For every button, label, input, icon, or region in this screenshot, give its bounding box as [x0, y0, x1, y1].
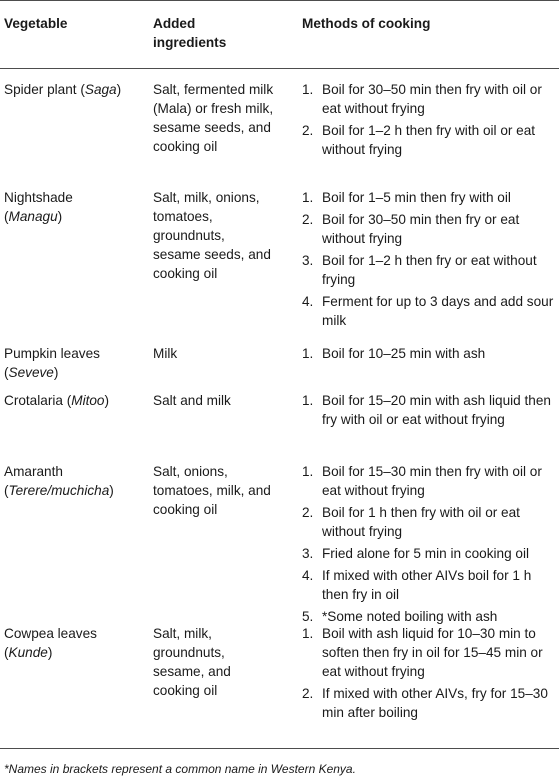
row-nightshade-vegetable: Nightshade (Managu)	[4, 190, 73, 224]
row-pumpkin-leaves-vegetable: Pumpkin leaves (Seveve)	[4, 346, 100, 380]
row-cowpea-leaves-methods	[302, 624, 559, 725]
vegetable-local-name: Kunde	[8, 645, 48, 660]
method-item: 1. Boil for 1–5 min then fry with oil	[302, 190, 511, 205]
method-item: 1. Boil for 30–50 min then fry with oil or eat without frying	[302, 82, 542, 116]
table-footnote: *Names in brackets represent a common name in Western Kenya.	[4, 762, 356, 776]
bottom-rule	[0, 748, 559, 749]
row-nightshade-ingredients: Salt, milk, onions, tomatoes, groundnuts, sesame seeds, and cooking oil	[153, 190, 271, 281]
method-item: 1. Boil for 15–30 min then fry with oil or eat without frying	[302, 464, 542, 498]
header-rule	[0, 68, 559, 69]
vegetable-name: Amaranth	[4, 464, 63, 479]
row-amaranth-vegetable: Amaranth (Terere/muchicha)	[4, 464, 114, 498]
method-item: 4. If mixed with other AIVs boil for 1 h then fry in oil	[302, 568, 532, 602]
header-vegetable: Vegetable	[4, 16, 68, 31]
header-methods-of-cooking: Methods of cooking	[302, 16, 431, 31]
method-item: 4. Ferment for up to 3 days and add sour milk	[302, 294, 554, 328]
vegetable-name: Crotalaria	[4, 393, 63, 408]
method-item: 2. Boil for 1 h then fry with oil or eat without frying	[302, 505, 520, 539]
method-item: 3. Boil for 1–2 h then fry or eat without frying	[302, 253, 537, 287]
method-item: 5. *Some noted boiling with ash	[302, 609, 498, 624]
vegetable-local-name: Seveve	[8, 365, 54, 380]
vegetable-name: Nightshade	[4, 190, 73, 205]
row-cowpea-leaves-ingredients: Salt, milk, groundnuts, sesame, and cooking oil	[153, 626, 231, 698]
vegetable-name: Spider plant	[4, 82, 77, 97]
row-cowpea-leaves-vegetable: Cowpea leaves (Kunde)	[4, 626, 97, 660]
vegetable-local-name: Managu	[8, 209, 58, 224]
vegetable-name: Cowpea leaves	[4, 626, 97, 641]
method-item: 2. Boil for 30–50 min then fry or eat without frying	[302, 212, 520, 246]
row-crotalaria-methods	[302, 391, 559, 432]
row-pumpkin-leaves-methods	[302, 344, 559, 366]
vegetable-local-name: Mitoo	[71, 393, 105, 408]
vegetable-local-name: Terere/muchicha	[8, 483, 110, 498]
row-crotalaria-ingredients: Salt and milk	[153, 393, 231, 408]
method-item: 1. Boil with ash liquid for 10–30 min to soften then fry in oil for 15–45 min or eat without frying	[302, 626, 543, 679]
row-amaranth-methods	[302, 462, 559, 629]
header-added-ingredients: Added ingredients	[153, 16, 227, 50]
method-item: 2. If mixed with other AIVs, fry for 15–30 min after boiling	[302, 686, 548, 720]
row-nightshade-methods	[302, 188, 559, 333]
method-item: 1. Boil for 10–25 min with ash	[302, 346, 486, 361]
method-item: 2. Boil for 1–2 h then fry with oil or eat without frying	[302, 123, 536, 157]
row-pumpkin-leaves-ingredients: Milk	[153, 346, 178, 361]
row-spider-plant-methods	[302, 80, 559, 162]
row-spider-plant-vegetable: Spider plant (Saga)	[4, 82, 122, 97]
top-rule	[0, 0, 559, 1]
row-crotalaria-vegetable: Crotalaria (Mitoo)	[4, 393, 110, 408]
vegetable-name: Pumpkin leaves	[4, 346, 100, 361]
method-item: 3. Fried alone for 5 min in cooking oil	[302, 546, 530, 561]
vegetable-local-name: Saga	[84, 82, 117, 97]
row-spider-plant-ingredients: Salt, fermented milk (Mala) or fresh milk, sesame seeds, and cooking oil	[153, 82, 274, 154]
row-amaranth-ingredients: Salt, onions, tomatoes, milk, and cooking oil	[153, 464, 271, 517]
method-item: 1. Boil for 15–20 min with ash liquid then fry with oil or eat without frying	[302, 393, 551, 427]
